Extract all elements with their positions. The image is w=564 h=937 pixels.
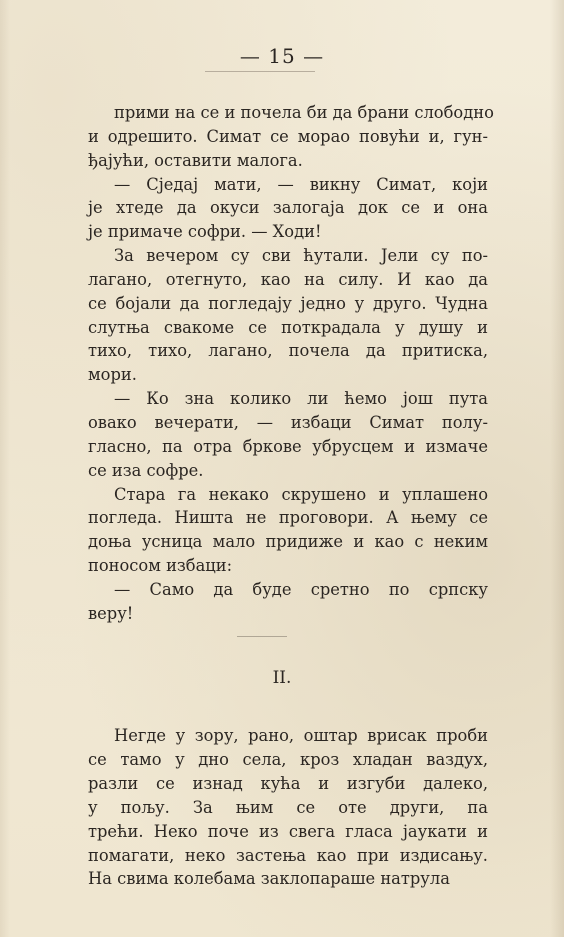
page-edge-shadow [550, 0, 564, 937]
paragraph [88, 724, 488, 891]
page-gutter-shadow [0, 0, 10, 937]
text-line: гласно, па отра бркове убрусцем и измаче [88, 436, 488, 456]
section-divider [237, 636, 287, 637]
text-line: тихо, тихо, лагано, почела да притиска, [88, 341, 488, 361]
text-line: За вечером су сви ћутали. Јели су по- [114, 246, 488, 266]
text-line: се бојали да погледају једно у друго. Чудна [88, 293, 488, 313]
text-line: лагано, отегнуто, као на силу. И као да [88, 269, 488, 289]
section-title: II. [272, 668, 292, 688]
text-line: разли се изнад кућа и изгуби далеко, [88, 773, 488, 793]
page-number: — 15 — [239, 44, 325, 68]
text-line: је хтеде да окуси залогаја док се и она [88, 198, 488, 218]
body-text [88, 101, 494, 626]
text-line: Стара га некако скрушено и уплашено [114, 484, 488, 504]
paragraph [88, 244, 488, 387]
text-line: — Само да буде сретно по српску [114, 579, 488, 599]
text-line: помагати, неко застења као при издисању. [88, 845, 488, 865]
text-line: Негде у зору, рано, оштар врисак проби [114, 726, 488, 746]
text-line: и одрешито. Симат се морао повући и, гун- [88, 126, 488, 146]
paragraph [88, 387, 488, 482]
text-line: мори. [88, 365, 137, 385]
paragraph [88, 578, 488, 626]
paragraph [88, 173, 488, 245]
text-line: ђајући, оставити малога. [88, 150, 303, 170]
text-line: доња усница мало придиже и као с неким [88, 532, 488, 552]
text-line: погледа. Ништа не проговори. А њему се [88, 508, 488, 528]
text-line: прими на се и почела би да брани слободно [114, 103, 494, 122]
text-line: се иза софре. [88, 460, 204, 480]
text-line: — Сједај мати, — викну Симат, који [114, 174, 488, 194]
text-line: овако вечерати, — избаци Симат полу- [88, 412, 488, 432]
paragraph [88, 483, 488, 578]
text-line: поносом избаци: [88, 556, 233, 576]
text-line: слутња свакоме се поткрадала у душу и [88, 317, 488, 337]
text-line: трећи. Неко поче из свега гласа јаукати и [88, 821, 488, 841]
text-line: се тамо у дно села, кроз хладан ваздух, [88, 750, 488, 770]
paragraph [88, 101, 494, 173]
text-line: На свима колебама заклопараше натрула [88, 869, 450, 889]
text-line: — Ко зна колико ли ћемо још пута [114, 389, 488, 409]
page-number-rule [205, 71, 315, 72]
text-line: је примаче софри. — Ходи! [88, 222, 322, 242]
section-body-text [88, 708, 488, 908]
text-line: веру! [88, 603, 134, 623]
text-line: у пољу. За њим се оте други, па [88, 797, 488, 817]
